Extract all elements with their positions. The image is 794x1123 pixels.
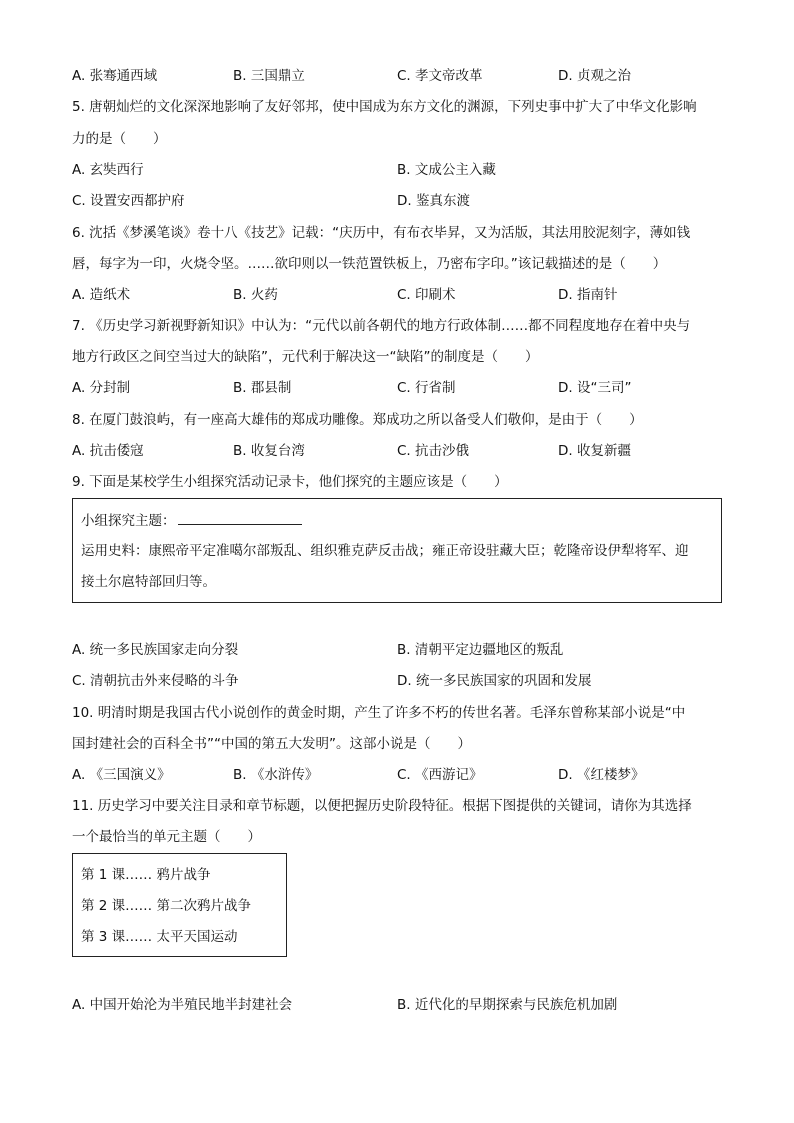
q8-option-c[interactable]: C. 抗击沙俄	[397, 443, 470, 459]
q8-option-d[interactable]: D. 收复新疆	[558, 443, 631, 459]
q11-lesson-3: 第 3 课…… 太平天国运动	[81, 929, 238, 945]
q7-stem-line2: 地方行政区之间空当过大的缺陷”，元代利于解决这一“缺陷”的制度是（ ）	[72, 349, 539, 365]
q4-option-c[interactable]: C. 孝文帝改革	[397, 68, 483, 84]
q8-stem-line1: 8. 在厦门鼓浪屿，有一座高大雄伟的郑成功雕像。郑成功之所以备受人们敬仰，是由于（ ）	[72, 412, 643, 428]
q10-option-b[interactable]: B. 《水浒传》	[233, 767, 319, 783]
q11-table-of-contents	[72, 853, 287, 957]
q5-option-b[interactable]: B. 文成公主入藏	[397, 162, 496, 178]
q11-lesson-1: 第 1 课…… 鸦片战争	[81, 867, 211, 883]
q5-option-d[interactable]: D. 鉴真东渡	[397, 193, 470, 209]
q9-theme-blank	[178, 511, 302, 525]
q9-card-theme	[81, 511, 302, 530]
q11-stem-line1: 11. 历史学习中要关注目录和章节标题，以便把握历史阶段特征。根据下图提供的关键词，请你为其选择	[72, 798, 692, 814]
q8-option-b[interactable]: B. 收复台湾	[233, 443, 305, 459]
q9-option-c[interactable]: C. 清朝抗击外来侵略的斗争	[72, 673, 239, 689]
q11-stem-line2: 一个最恰当的单元主题（ ）	[72, 829, 261, 845]
q9-record-card	[72, 498, 722, 603]
q9-option-a[interactable]: A. 统一多民族国家走向分裂	[72, 642, 239, 658]
q8-option-a[interactable]: A. 抗击倭寇	[72, 443, 144, 459]
q9-card-materials-line2: 接土尔扈特部回归等。	[81, 574, 216, 590]
q6-option-b[interactable]: B. 火药	[233, 287, 278, 303]
q10-stem-line1: 10. 明清时期是我国古代小说创作的黄金时期，产生了许多不朽的传世名著。毛泽东曾称某部小说是“中	[72, 705, 686, 721]
q4-option-a[interactable]: A. 张骞通西域	[72, 68, 158, 84]
q11-option-a[interactable]: A. 中国开始沦为半殖民地半封建社会	[72, 997, 293, 1013]
q7-stem-line1: 7. 《历史学习新视野新知识》中认为：“元代以前各朝代的地方行政体制……都不同程度地存在着中央与	[72, 318, 691, 334]
q7-option-d[interactable]: D. 设“三司”	[558, 380, 632, 396]
q10-option-c[interactable]: C. 《西游记》	[397, 767, 483, 783]
q10-option-a[interactable]: A. 《三国演义》	[72, 767, 171, 783]
q5-stem-line2: 力的是（ ）	[72, 131, 167, 147]
q4-option-d[interactable]: D. 贞观之治	[558, 68, 631, 84]
q9-card-materials-line1: 运用史料：康熙帝平定准噶尔部叛乱、组织雅克萨反击战；雍正帝设驻藏大臣；乾隆帝设伊犁将军、迎	[81, 543, 689, 559]
q9-option-b[interactable]: B. 清朝平定边疆地区的叛乱	[397, 642, 564, 658]
q7-option-a[interactable]: A. 分封制	[72, 380, 131, 396]
q9-stem-line1: 9. 下面是某校学生小组探究活动记录卡，他们探究的主题应该是（ ）	[72, 474, 508, 490]
q6-stem-line2: 唇，每字为一印，火烧令坚。……欲印则以一铁范置铁板上，乃密布字印。”该记载描述的是（ ）	[72, 256, 667, 272]
q6-option-c[interactable]: C. 印刷术	[397, 287, 456, 303]
q11-option-b[interactable]: B. 近代化的早期探索与民族危机加剧	[397, 997, 618, 1013]
q7-option-b[interactable]: B. 郡县制	[233, 380, 292, 396]
q5-option-a[interactable]: A. 玄奘西行	[72, 162, 144, 178]
q5-stem-line1: 5. 唐朝灿烂的文化深深地影响了友好邻邦，使中国成为东方文化的渊源，下列史事中扩大了中华文化影响	[72, 99, 697, 115]
q6-option-d[interactable]: D. 指南针	[558, 287, 618, 303]
q7-option-c[interactable]: C. 行省制	[397, 380, 456, 396]
q6-stem-line1: 6. 沈括《梦溪笔谈》卷十八《技艺》记载：“庆历中，有布衣毕昇，又为活版，其法用胶泥刻字，薄如钱	[72, 225, 691, 241]
q10-option-d[interactable]: D. 《红楼梦》	[558, 767, 645, 783]
q11-lesson-2: 第 2 课…… 第二次鸦片战争	[81, 898, 251, 914]
q9-card-theme-label: 小组探究主题：	[81, 513, 176, 529]
q5-option-c[interactable]: C. 设置安西都护府	[72, 193, 185, 209]
q9-option-d[interactable]: D. 统一多民族国家的巩固和发展	[397, 673, 592, 689]
q4-option-b[interactable]: B. 三国鼎立	[233, 68, 305, 84]
q10-stem-line2: 国封建社会的百科全书”“中国的第五大发明”。这部小说是（ ）	[72, 736, 471, 752]
q6-option-a[interactable]: A. 造纸术	[72, 287, 131, 303]
